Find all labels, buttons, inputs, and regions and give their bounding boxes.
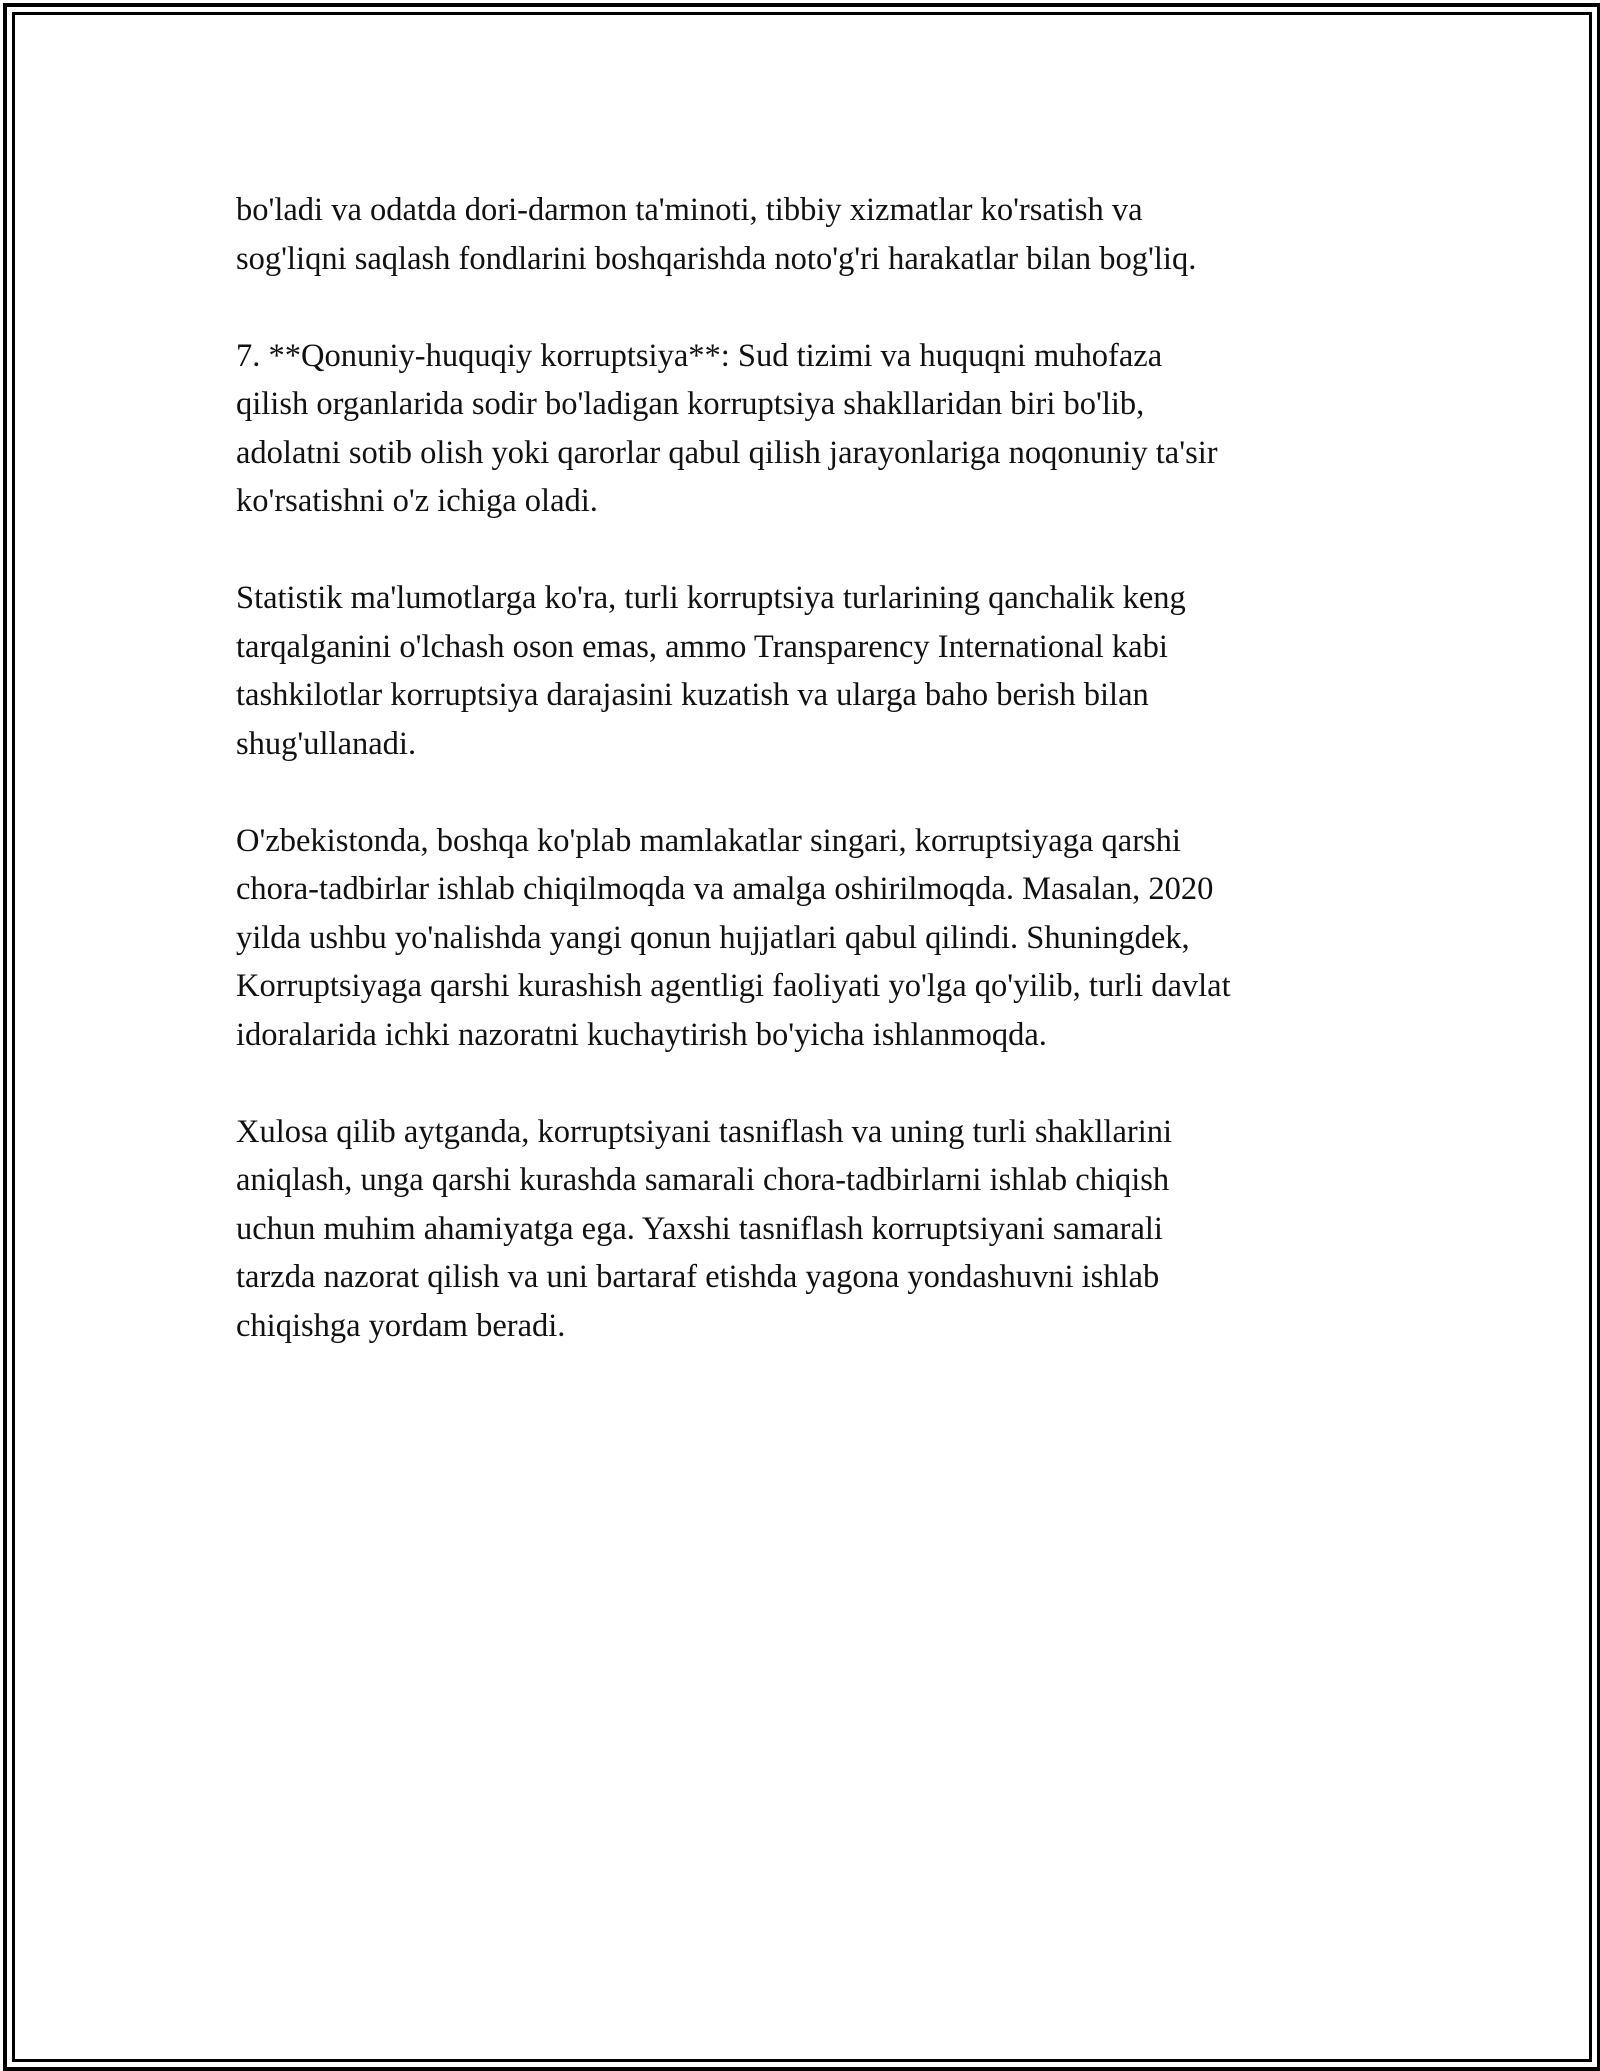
document-body xyxy=(236,186,1396,1399)
paragraph-legal-corruption xyxy=(236,332,1396,526)
text-line: sog'liqni saqlash fondlarini boshqarishda noto'g'ri harakatlar bilan bog'liq. xyxy=(236,240,1197,277)
text-line: uchun muhim ahamiyatga ega. Yaxshi tasniflash korruptsiyani samarali xyxy=(236,1210,1163,1247)
paragraph-healthcare-continuation xyxy=(236,186,1396,283)
paragraph-conclusion xyxy=(236,1108,1396,1351)
text-line: yilda ushbu yo'nalishda yangi qonun hujjatlari qabul qilindi. Shuningdek, xyxy=(236,919,1190,956)
text-line: shug'ullanadi. xyxy=(236,725,417,762)
text-line: Xulosa qilib aytganda, korruptsiyani tasniflash va uning turli shakllarini xyxy=(236,1113,1173,1150)
text-line: tashkilotlar korruptsiya darajasini kuzatish va ularga baho berish bilan xyxy=(236,677,1149,713)
paragraph-statistics xyxy=(236,574,1396,768)
text-line: adolatni sotib olish yoki qarorlar qabul qilish jarayonlariga noqonuniy ta'sir xyxy=(236,434,1218,471)
text-line: Korruptsiyaga qarshi kurashish agentligi faoliyati yo'lga qo'yilib, turli davlat xyxy=(236,968,1231,1004)
text-line: chora-tadbirlar ishlab chiqilmoqda va amalga oshirilmoqda. Masalan, 2020 xyxy=(236,871,1214,907)
text-line: tarzda nazorat qilish va uni bartaraf etishda yagona yondashuvni ishlab xyxy=(236,1259,1160,1295)
text-line: aniqlash, unga qarshi kurashda samarali chora-tadbirlarni ishlab chiqish xyxy=(236,1162,1170,1198)
text-line: idoralarida ichki nazoratni kuchaytirish bo'yicha ishlanmoqda. xyxy=(236,1016,1047,1053)
text-line: qilish organlarida sodir bo'ladigan korruptsiya shakllaridan biri bo'lib, xyxy=(236,386,1145,422)
text-line: Statistik ma'lumotlarga ko'ra, turli korruptsiya turlarining qanchalik keng xyxy=(236,580,1186,616)
text-line: bo'ladi va odatda dori-darmon ta'minoti, tibbiy xizmatlar ko'rsatish va xyxy=(236,192,1143,228)
text-line: chiqishga yordam beradi. xyxy=(236,1307,566,1344)
paragraph-uzbekistan xyxy=(236,817,1396,1060)
text-line: O'zbekistonda, boshqa ko'plab mamlakatlar singari, korruptsiyaga qarshi xyxy=(236,822,1181,859)
text-line: 7. **Qonuniy-huquqiy korruptsiya**: Sud tizimi va huquqni muhofaza xyxy=(236,337,1163,374)
text-line: tarqalganini o'lchash oson emas, ammo Transparency International kabi xyxy=(236,628,1168,665)
text-line: ko'rsatishni o'z ichiga oladi. xyxy=(236,483,598,519)
